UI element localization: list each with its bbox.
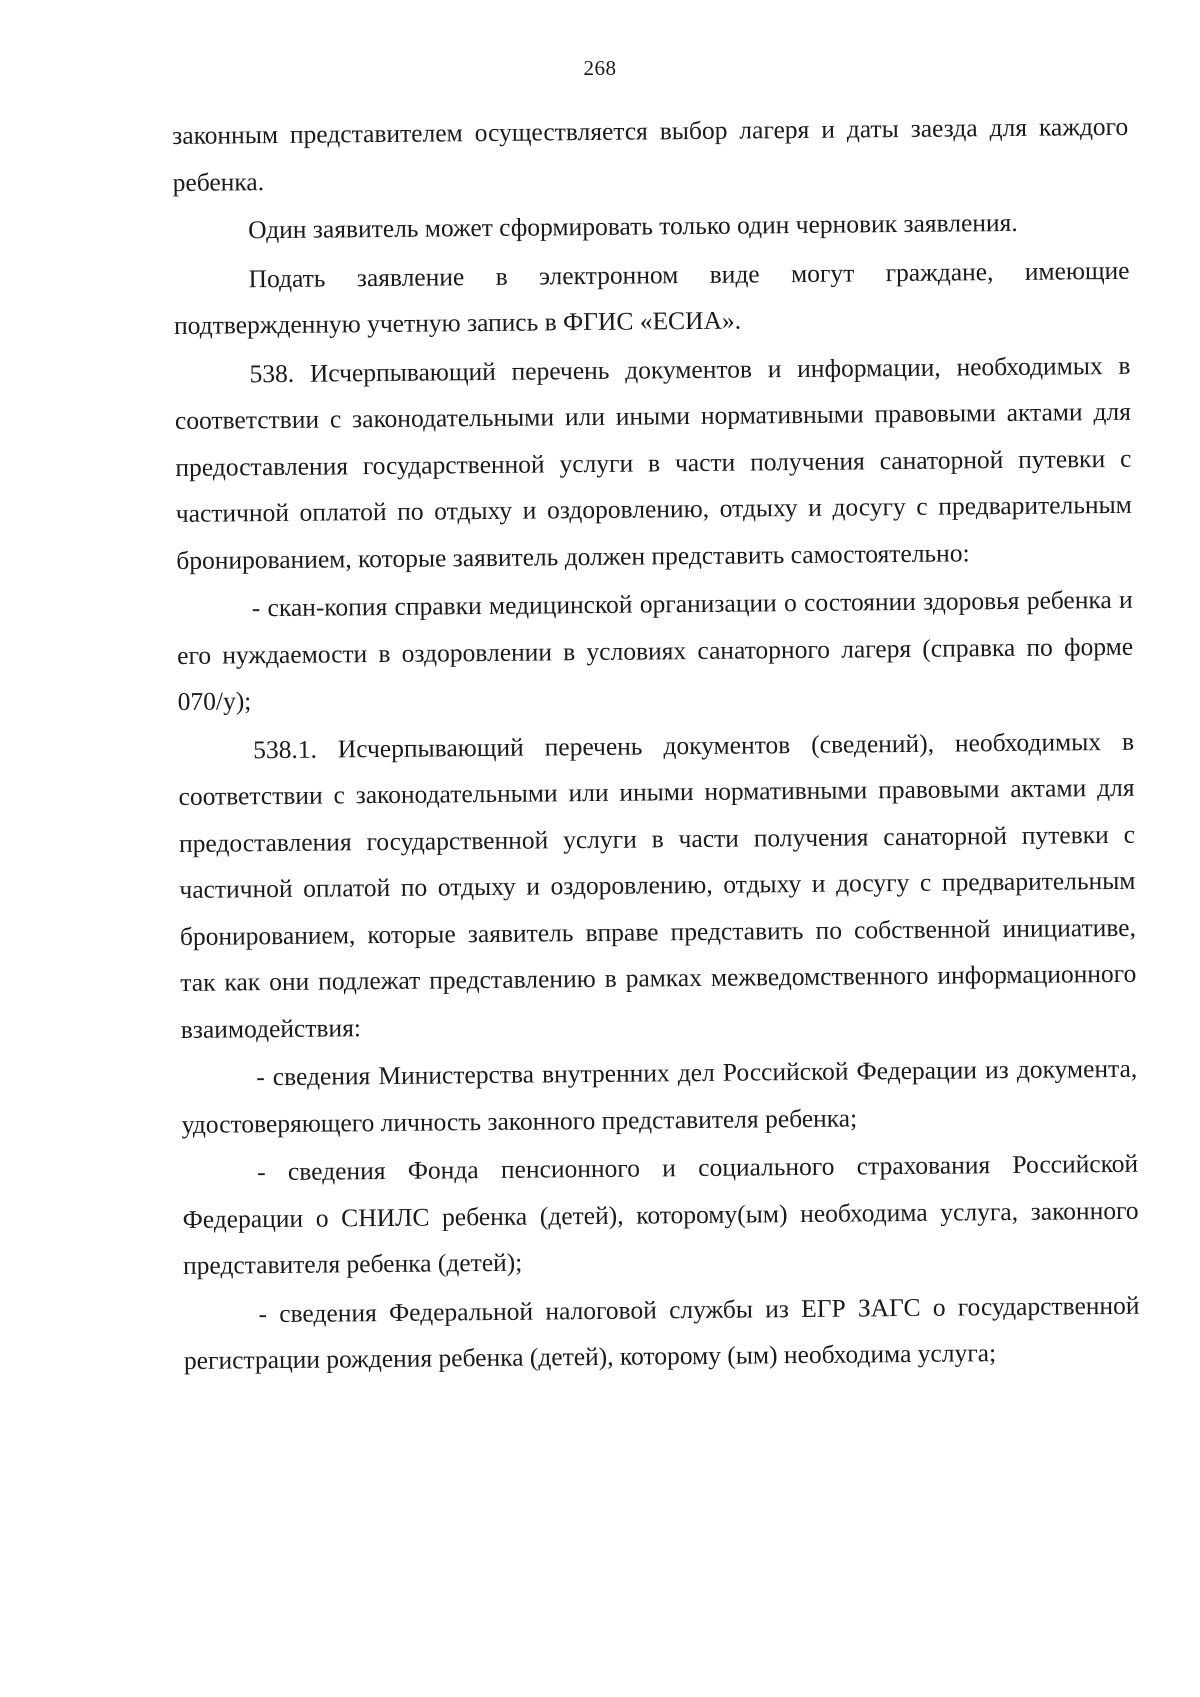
list-item-medical-certificate: - скан-копия справки медицинской организации о состоянии здоровья ребенка и его нуждаемости в оздоровлении в условиях санаторного лагеря (справка по форме 070/у);	[177, 584, 1134, 716]
paragraph-538-1: 538.1. Исчерпывающий перечень документов (сведений), необходимых в соответствии с законодательными или иными нормативными правовыми актами для предоставления государственной услуги в части получения санаторной путевки с частичной оплатой по отдыху и оздоровлению, отдыху и досугу с предварительным бронированием, которые заявитель вправе представить по собственной инициативе, так как они подлежат представлению в рамках межведомственного информационного взаимодействия:	[178, 726, 1137, 1044]
paragraph-single-draft: Один заявитель может сформировать только один черновик заявления.	[247, 207, 1018, 245]
paragraph-electronic-submission: Подать заявление в электронном виде могут граждане, имеющие подтвержденную учетную запись в ФГИС «ЕСИА».	[173, 255, 1130, 340]
paragraph-538: 538. Исчерпывающий перечень документов и информации, необходимых в соответствии с законодательными или иными нормативными правовыми актами для предоставления государственной услуги в части получения санаторной путевки с частичной оплатой по отдыху и оздоровлению, отдыху и досугу с предварительным бронированием, которые заявитель должен представить самостоятельно:	[174, 350, 1132, 575]
document-body	[172, 104, 1140, 1385]
list-item-fns-zags-info: - сведения Федеральной налоговой службы из ЕГР ЗАГС о государственной регистрации рождения ребенка (детей), которому (ым) необходима услуга;	[183, 1290, 1140, 1375]
paragraph-continuation: законным представителем осуществляется выбор лагеря и даты заезда для каждого ребенка.	[172, 111, 1129, 197]
list-item-mvd-info: - сведения Министерства внутренних дел Российской Федерации из документа, удостоверяющего личность законного представителя ребенка;	[181, 1053, 1138, 1139]
page-number: 268	[583, 56, 617, 80]
list-item-sfr-snils-info: - сведения Фонда пенсионного и социального страхования Российской Федерации о СНИЛС ребенка (детей), которому(ым) необходима услуга, законного представителя ребенка (детей);	[182, 1148, 1139, 1280]
